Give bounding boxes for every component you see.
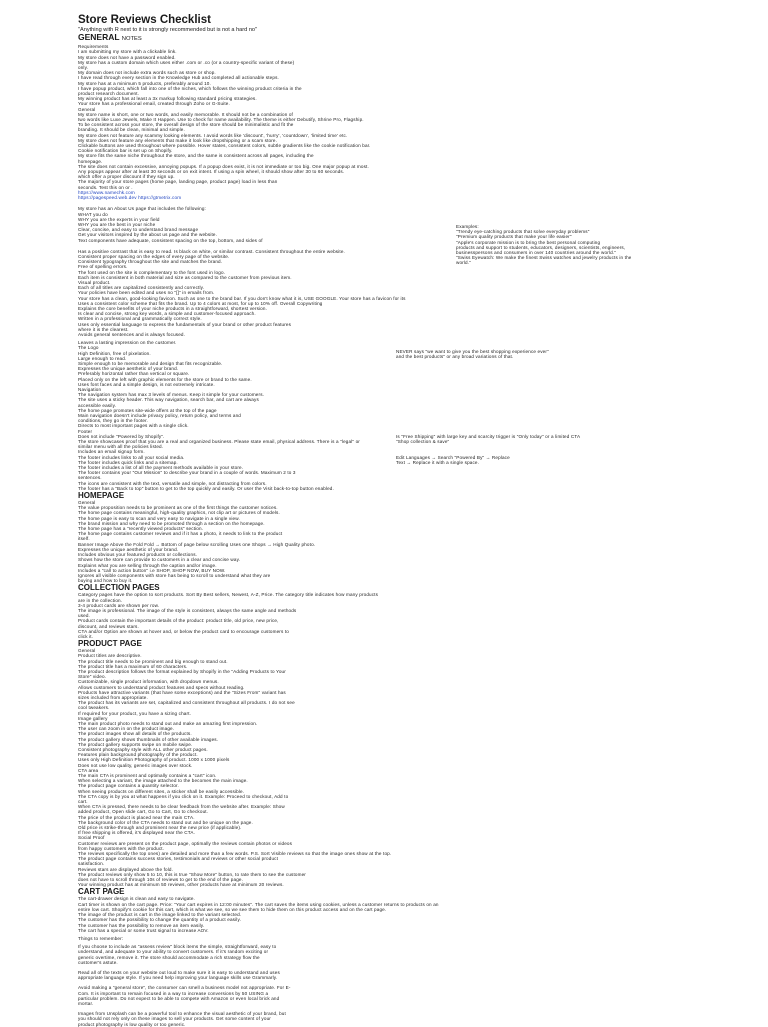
list-item: from happy customers with the product. (78, 845, 165, 851)
list-item: mortar. (78, 1000, 94, 1006)
list-item: buying and how to buy it. (78, 578, 133, 584)
list-item: Category pages have the option to sort products. Sort By Best sellers, Newest, A-Z, Price. The category title indicates how many products (78, 592, 379, 598)
list-item: Visual product. (78, 279, 111, 285)
list-item: Com. It is important to remain focused in a way to increase conversions by 50 USING a (78, 990, 269, 996)
edit-languages-line-2: Text → Replace it with a single space. (396, 460, 480, 466)
list-item: Uses a consistent color scheme that fits the brand. Up to 4 colors at most, for up to 10% off. Overall Copywriting (78, 300, 323, 306)
list-item: you should not rely only on these images to sell your products. Get some content of your (78, 1016, 271, 1022)
list-item: Main navigation doesn't include privacy policy, return policy, and terms and (78, 413, 242, 419)
list-item: understand, and adequate to your ability to convert customers. If it's random exciting or (78, 949, 269, 955)
list-item: My winning product has at least a 3x markup following standard pricing strategies. (78, 96, 257, 102)
list-item: The site uses a sticky header. This way navigation, search bar, and cart are always (78, 397, 259, 403)
list-item: My domain does not include extra words such as store or shop. (78, 70, 216, 76)
list-item: Images from Unsplash can be a powerful tool to enhance the visual aesthetic of your brand, but (78, 1011, 286, 1017)
logo-list (78, 340, 690, 392)
list-item: customer's astute. (78, 959, 118, 965)
list-item: Uses only essential language to express the fundamentals of your brand or other product features (78, 321, 292, 327)
list-item: Image gallery (78, 715, 108, 721)
list-item: The majority of your store pages (home page, landing page, product page) load in less than (78, 179, 278, 185)
list-item: added product, Open slide cart, Go to Cart, Go to checkout. (78, 809, 209, 815)
list-item: Text components have adequate, consistent spacing on the top, bottom, and sides of (78, 237, 263, 243)
section-collection: COLLECTION PAGES (78, 583, 160, 593)
list-item: Explains what you are selling through the caption and/or image. (78, 562, 217, 568)
list-item: Expresses the unique aesthetic of your brand. (78, 366, 179, 372)
list-item: My store has a custom domain which uses either .com or .co (or a country-specific variant of these) (78, 59, 295, 65)
list-item: Expresses the unique aesthetic of your brand. (78, 546, 179, 552)
never-says-line-2: and the best products" or any broad variations of that. (396, 354, 514, 360)
list-item: The product page contains a quantity selector. (78, 783, 179, 789)
list-item: where it is the clearest. (78, 326, 129, 332)
list-item: If free shipping is offered, it's displayed near the CTA. (78, 830, 196, 836)
list-item: Includes a "call to action button" i.e SHOP, SHOP NOW, BUY NOW. (78, 567, 226, 573)
list-item: Placed only on the left with graphic elements for the store or brand to the same. (78, 376, 252, 382)
list-item: The cart has a special or some trust signal to increase AOV. (78, 927, 209, 933)
list-item: Does not use low quality, generic images over stock. (78, 762, 193, 768)
list-item: Has a positive contrast that is easy to read. Is black on white, or similar contrast. Consistent throughout the entire website. (78, 248, 345, 254)
list-item: Features plain background photography of the product. (78, 752, 198, 758)
list-item: The customer has the possibility to remove an item easily. (78, 922, 205, 928)
edit-languages-line: Edit Languages → Search "Powered By" → Replace (396, 455, 510, 460)
list-item: world." (456, 260, 471, 266)
never-says-note (396, 349, 549, 359)
list-item: businesspersons and consumers in over 140 countries around the world." (456, 250, 616, 256)
list-item: The Logo (78, 345, 99, 351)
intro-text: "Anything with R next to it is strongly recommended but is not a hard no" (78, 27, 258, 33)
list-item: Store" video. (78, 674, 107, 680)
list-item: The home page contains meaningful, high-quality graphics, not clip art or pictures of models. (78, 510, 280, 516)
list-item: The navigation system has max 3 levels of menus. Keep it simple for your customers. (78, 392, 265, 398)
list-item: Footer (78, 428, 93, 434)
list-item: My store does not feature any elements that make it look like dropshipping or a scam store. (78, 137, 278, 143)
list-item: Includes an email signup form. (78, 449, 145, 455)
list-item: The font used on the site is complementary to the font used in logo. (78, 269, 226, 275)
pagespeed-link[interactable]: https://pagespeed.web.dev (78, 195, 137, 201)
footer-list (78, 434, 690, 491)
list-item: General (78, 500, 96, 506)
list-item: The home page promotes site-wide offers at the top of the page (78, 407, 217, 413)
list-item: The value proposition needs to be prominent as one of the first things the customer notices. (78, 505, 278, 511)
section-general-label: GENERAL (78, 32, 120, 43)
namecheck-link[interactable]: https://www.namechk.com (78, 189, 135, 195)
list-item: Cookie notification bar is set up on Shopify. (78, 148, 173, 154)
list-item: General (78, 106, 96, 112)
list-item: When seeing products on different sites, a sticker shall be easily accessible. (78, 788, 245, 794)
list-item: My store has an About Us page that includes the following: (78, 206, 206, 212)
list-item: Clear, concise, and easy to understand brand message (78, 227, 199, 233)
list-item: Your policies have been edited and uses no "[]" in emails from. (78, 290, 215, 296)
list-item: Product cards contain the important details of the product: product title, old price, new price, (78, 618, 279, 624)
list-item: Examples: (456, 224, 479, 229)
list-item: To be consistent across your store, the overall design of the store should be minimalistic and fit the (78, 122, 294, 128)
list-item: The product gallery shows thumbnails of other available images. (78, 736, 219, 742)
list-item: If you choose to include as "assess review" block items the simple, straightforward, easy to (78, 944, 277, 950)
list-item: click it. (78, 633, 94, 639)
list-item: Each item is consistent in both material and size as compared to the customer from previous item. (78, 274, 292, 280)
list-item: Free of spelling errors. (78, 264, 128, 270)
list-item: Includes obvious your featured products or collections. (78, 552, 198, 558)
list-item: The product page contains success stories, testimonials and reviews or other social product (78, 856, 279, 862)
list-item: The product has its variants are set, capitalized and consistent throughout all products. I do not see (78, 700, 295, 706)
list-item: Leaves a lasting impression on the customer. (78, 340, 177, 346)
list-item: General (78, 648, 96, 654)
list-item: The product reviews only show 5 to 10, this is true "Show More" button, to rate them to see the customer (78, 871, 306, 877)
list-item: Customizable, single product information, with dropdown menus. (78, 679, 219, 685)
list-item: Consistent proper spacing on the edges of every page of the website. (78, 253, 230, 259)
list-item: The background color of the CTA needs to stand out and be unique on the page. (78, 819, 253, 825)
list-item: which offer a proper discount if they sign up. (78, 174, 175, 180)
list-item: Product titles are descriptive. (78, 653, 142, 659)
list-item: Read all of the texts on your website out loud to make sure it is easy to understand and uses (78, 969, 280, 975)
list-item: If required for your product, you have a sizing chart. (78, 710, 192, 716)
list-item: Navigation (78, 387, 102, 392)
cart-list (78, 896, 690, 932)
list-item: appropriate language style. If you need help improving your language skills use Grammarly. (78, 975, 278, 981)
home-list (78, 500, 690, 583)
list-item: The price of the product is placed near the main CTA. (78, 814, 195, 820)
list-item: Products have attractive variants (that have some exceptions) and the "Sizes From" variant has (78, 689, 286, 695)
list-item: accessible easily. (78, 402, 117, 408)
list-item: are in the collection. (78, 597, 123, 603)
never-says-line: NEVER says "we want to give you the best shopping experience ever" (396, 349, 549, 354)
free-shipping-line: Is "Free Shipping" with large key and scarcity trigger is "Only today" or a limited CTA (396, 434, 581, 439)
list-item: "Trendy eye-catching products that solve everyday problems" (456, 229, 590, 235)
list-item: The footer has a "Back to top" button to get to the top quickly and easily. Or user the Visit back-to-top button enabled. (78, 485, 334, 491)
list-item: generic overtime, remove it. The store should accommodate a rich strategy flow the (78, 954, 260, 960)
list-item: I have popup product, which fall into one of the niches, which follows the winning product criteria in the (78, 85, 302, 91)
list-item: satisfaction. (78, 861, 105, 867)
list-item: "Apple's corporate mission is to bring the best personal computing (456, 239, 601, 245)
list-item: My store name is short, one or two words, and easily memorable. It should not be a combination of (78, 111, 293, 117)
list-item: products and support to students, educators, designers, scientists, engineers, (456, 244, 626, 250)
list-item: The product gallery supports swipe on mobile swipe. (78, 741, 193, 747)
list-item: WHAT you do (78, 211, 108, 217)
list-item: WHY you are the best in your niche (78, 221, 156, 227)
list-item: The image is professional. The image of the style is consistent, always the same angle and methods (78, 607, 297, 613)
list-item: Shows how the store can provide to customers in a clear and concise way. (78, 557, 241, 563)
collection-list (78, 592, 690, 639)
list-item: The main product photo needs to stand out and make an amazing first impression. (78, 720, 258, 726)
list-item: The product title has a maximum of 60 characters. (78, 663, 188, 669)
list-item: branding. It should be clean, minimal and simple. (78, 127, 185, 133)
list-item: Simple enough to be memorable and design that fits recognizable. (78, 360, 223, 366)
list-item: The footer includes quick links and a sitemap. (78, 459, 178, 465)
list-item: Allows customers to understand product features and specs without reading. (78, 684, 245, 690)
section-general-small: NOTES (121, 36, 142, 43)
list-item: Social Proof (78, 835, 105, 841)
list-item: Banner Image Above the Fold Fold → Bottom of page below scrolling Uses one Shops → High Quality photo. (78, 541, 316, 547)
list-item: The brand mission and why need to be promoted through a section on the homepage. (78, 520, 265, 526)
list-item: The site does not contain excessive, annoying popups. If a popup does exist, it is not immediate or too big. One major popup at most. (78, 163, 369, 169)
list-item: Your store has a professional email, created through Zoho or G-Suite. (78, 101, 230, 107)
list-item: Does not include "Powered by Shopify". (78, 433, 165, 439)
list-item: Any popups appear after at least 30 seconds or on exit intent. If using a spin wheel, it should show after 30 to 60 seconds. (78, 169, 345, 175)
remember-title: Things to remember: (78, 935, 124, 941)
list-item: does not have to scroll through 10s of reviews to get to the end of the page. (78, 877, 244, 883)
list-item: My store does not feature any scammy looking elements. I avoid words like 'discount', 'hurry', 'countdown', 'limited time' etc. (78, 132, 348, 138)
list-item: Requirements (78, 44, 109, 50)
list-item: used. (78, 613, 90, 619)
list-item: The user can zoom in on the product image. (78, 726, 175, 732)
general-list (78, 44, 690, 190)
list-item: When CTA is pressed, there needs to be clear feedback from the website after. Example: Show (78, 804, 285, 810)
list-item: discount, and reviews stars. (78, 623, 139, 629)
remember-list (78, 944, 690, 1027)
section-cart: CART PAGE (78, 887, 125, 897)
section-homepage: HOMEPAGE (78, 491, 125, 501)
free-shipping-note (396, 434, 580, 444)
list-item: Written in a professional and grammatically correct style. (78, 316, 202, 322)
nav-list (78, 392, 690, 434)
gtmetrix-link[interactable]: https://gtmetrix.com (138, 195, 182, 201)
list-item: two words like Luxe Jewels, Make It Happen. Use to check for name availability. The theme is either Debutify, Shrine Pro, Flagship. (78, 117, 364, 123)
list-item: CTA and/or Option are shown at hover and, or below the product card to encourage customers to (78, 628, 289, 634)
list-item: homepage. (78, 158, 103, 164)
list-item: itself. (78, 536, 90, 542)
list-item: Ignores all visible components with store has being to scroll to understand what they are (78, 572, 271, 578)
list-item: Consistent typography throughout the site and matches the brand. (78, 259, 223, 265)
list-item: Large enough to read. (78, 355, 127, 361)
list-item: Cart timer is shown on the cart page. Price: "Your cart expires in 12:00 minutes". The cart saves the items using cookies, unless a customer returns to products on an (78, 901, 439, 907)
list-item: Preferably horizontal rather than vertical or square. (78, 371, 190, 377)
section-general (78, 33, 690, 44)
list-item: Uses font faces and a simple design, is not extremely intricate. (78, 381, 215, 387)
examples-block (456, 224, 631, 266)
edit-languages-note (396, 455, 510, 465)
list-item: seconds. Test this on or . (78, 184, 133, 190)
list-item: Customer reviews are present on the product page, optimally the reviews contain photos or videos (78, 840, 293, 846)
list-item: The home page has a "recently viewed products" section. (78, 526, 204, 532)
list-item: The cart-drawer design is clean and easy to navigate. (78, 896, 195, 902)
list-item: The home page contains customer reviews and if it has a photo, it needs to link to the product (78, 531, 283, 537)
product-list (78, 648, 690, 887)
list-item: only. (78, 65, 89, 71)
list-item: particular problem. Do not expect to be able to compete with Amazon or even local brick and (78, 995, 280, 1001)
list-item: CTA area (78, 767, 99, 773)
list-item: The icons are consistent with the text, versatile and simple, not distracting from colors. (78, 480, 267, 486)
list-item: The store showcases proof that you are a real and organized business. Please state email, physical address. There is a "legal" or (78, 439, 360, 445)
list-item: The CTA copy is by you at what happens if you click on it. Example: Proceed to checkout, Add to (78, 793, 289, 799)
list-item: The main CTA is prominent and optimally contains a "cart" icon. (78, 773, 217, 779)
list-item: My store fits the same niche throughout the store, and the same is consistent across all pages, including the (78, 153, 314, 159)
list-item: Your winning product has at minimum 50 reviews, other products have at minimum 20 reviews. (78, 882, 284, 888)
list-item: Consistent photography style with ALL other product pages. (78, 747, 208, 752)
list-item: My store has at a minimum 5 products, preferably around 10. (78, 80, 211, 86)
list-item: Old price is strike-through and prominent near the new price (if applicable). (78, 825, 242, 831)
list-item: WHY you are the experts in your field (78, 216, 160, 222)
list-item: "Premium quality products that make your life easier" (456, 234, 572, 240)
list-item: The footer includes links to all your social media. (78, 454, 185, 460)
list-item: The footer includes a list of all the payment methods available in your store. (78, 465, 244, 471)
list-item: Uses only High Definition Photography of product. 1000 x 1000 pixels (78, 757, 230, 763)
list-item: Clickable buttons are used throughout where possible. Hover states, consistent colors, subtle gradients like the cookie notification bar. (78, 143, 371, 149)
list-item: similar menu with all the policies listed. (78, 444, 164, 450)
list-item: cool tweakers. (78, 705, 110, 711)
list-item: sentences. (78, 475, 102, 481)
list-item: Avoids general sentences and is always focused. (78, 331, 186, 337)
list-item: Directs to most important pages with a single click. (78, 423, 189, 429)
list-item: The customer has the possibility to change the quantity of a product easily. (78, 917, 241, 923)
list-item: The product images show all details of the products. (78, 731, 192, 737)
list-item: My store does not have a password enabled. (78, 54, 176, 60)
list-item: Get your visitors inspired by the about us page and the website. (78, 232, 218, 238)
list-item: Reviews stars are displayed above the fold. (78, 866, 174, 872)
list-item: I have read through every section in the Knowledge Hub and completed all actionable steps. (78, 75, 279, 81)
list-item: When selecting a variant, the image attached to the becomes the main image. (78, 778, 248, 784)
document-title: Store Reviews Checklist (78, 14, 211, 26)
list-item: The product description follows the format explained by Shopify in the "Adding Products to Your (78, 668, 286, 674)
list-item: "Swiss Eyewatch: We make the finest Swiss watches and jewelry products in the (456, 255, 632, 261)
list-item: sizes included from appropriate. (78, 694, 148, 700)
list-item: The reviews specifically the top ones) are detailed and more than a few words. P.S. Sort Visible reviews so that the image ones show at the top. (78, 851, 392, 857)
list-item: product research document. (78, 91, 140, 97)
list-item: Each of all titles are capitalized consistently and correctly. (78, 285, 205, 291)
list-item: I am submitting my store with a clickable link. (78, 49, 177, 55)
list-item: entire low cart. Shopify's cookie for this cart, which is what we see, so we see them to hide them on this product access and on the cart page. (78, 906, 387, 912)
list-item: The image of the product is cart in the image linked to the variant selected. (78, 912, 242, 918)
list-item: The footer contains your "Our Mission" to describe your brand in a couple of words. Maximum 2 to 3 (78, 470, 296, 476)
list-item: Explains the core benefits of your niche products in a straightforward, shortest version. (78, 305, 268, 311)
list-item: The product title needs to be prominent and big enough to stand out. (78, 658, 228, 664)
list-item: 3-4 product cards are shown per row. (78, 602, 160, 608)
document-body (78, 14, 690, 1027)
free-shipping-line-2: "Shop collection & save" (396, 439, 450, 445)
list-item: conditions, they go in the footer. (78, 418, 148, 424)
list-item: Avoid making a "general store", the consumer can smell a business model not appropriate. For E- (78, 985, 291, 991)
section-product: PRODUCT PAGE (78, 639, 142, 649)
list-item: cart. (78, 799, 88, 805)
list-item: Is clear and concise, strong key words, a simple and customer-focused approach. (78, 311, 256, 317)
list-item: product photography is low quality or too generic. (78, 1021, 186, 1027)
list-item: Your store has a clean, good-looking favicon. Such as one to the brand bar. If you don't know what it is, USE GOOGLE. Your store has a favicon for its (78, 295, 406, 301)
list-item: The home page is easy to scan and very easy to navigate in a single view. (78, 515, 240, 521)
list-item: High Definition, free of pixelation. (78, 350, 151, 356)
